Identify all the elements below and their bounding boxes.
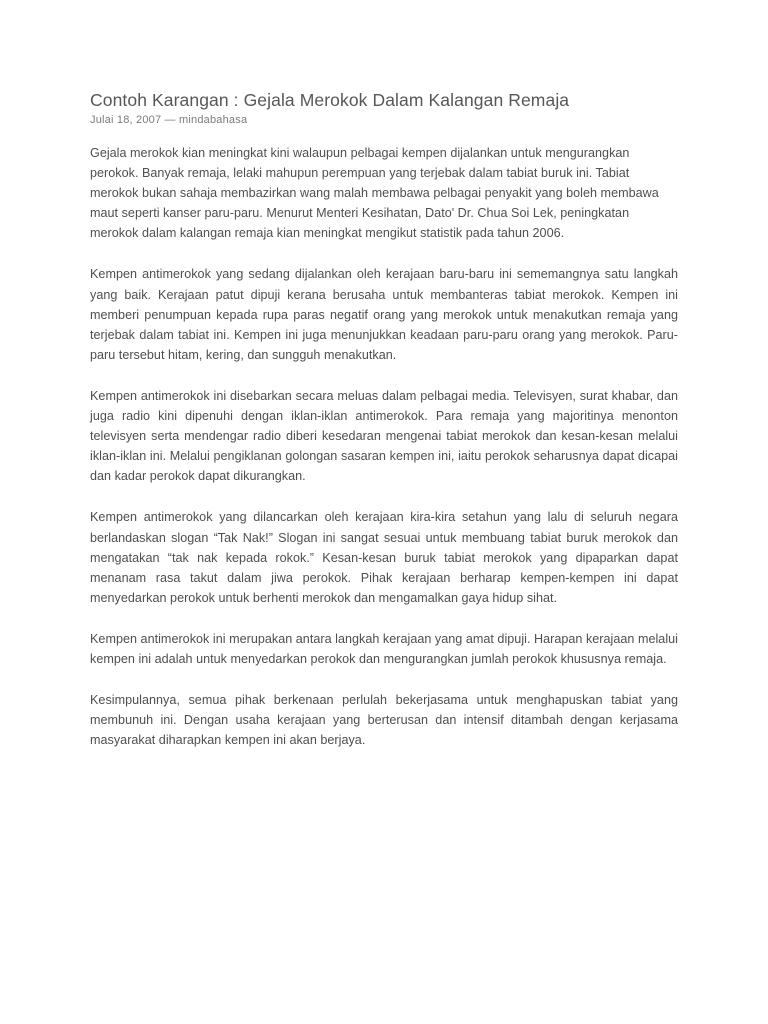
body-paragraph: Kempen antimerokok yang sedang dijalankan oleh kerajaan baru-baru ini sememangnya satu langkah yang baik. Kerajaan patut dipuji kerana berusaha untuk membanteras tabiat merokok. Kempen ini memberi penumpuan kepada rupa paras negatif orang yang merokok untuk menakutkan remaja yang terjebak dalam tabiat ini. Kempen ini juga menunjukkan keadaan paru-paru orang yang merokok. Paru-paru tersebut hitam, kering, dan sungguh menakutkan. — [90, 267, 678, 362]
body-paragraph: Kesimpulannya, semua pihak berkenaan perlulah bekerjasama untuk menghapuskan tabiat yang membunuh ini. Dengan usaha kerajaan yang berterusan dan intensif ditambah dengan kerjasama masyarakat diharapkan kempen ini akan berjaya. — [90, 693, 678, 748]
post-byline: Julai 18, 2007 — mindabahasa — [90, 114, 248, 126]
body-paragraph: Kempen antimerokok ini merupakan antara langkah kerajaan yang amat dipuji. Harapan kerajaan melalui kempen ini adalah untuk menyedarkan perokok dan mengurangkan jumlah perokok khususnya remaja. — [90, 631, 678, 666]
body-paragraph: Kempen antimerokok ini disebarkan secara meluas dalam pelbagai media. Televisyen, surat khabar, dan juga radio kini dipenuhi dengan iklan-iklan antimerokok. Para remaja yang majoritinya menonton televisyen serta mendengar radio diberi kesedaran mengenai tabiat merokok dan kesan-kesan melalui iklan-iklan ini. Melalui pengiklanan golongan sasaran kempen ini, iaitu perokok seharusnya dapat dicapai dan kadar perokok dapat dikurangkan. — [90, 388, 678, 484]
page-title: Contoh Karangan : Gejala Merokok Dalam Kalangan Remaja — [90, 90, 570, 110]
body-paragraph: Kempen antimerokok yang dilancarkan oleh kerajaan kira-kira setahun yang lalu di seluruh negara berlandaskan slogan “Tak Nak!” Slogan ini sangat sesuai untuk membuang tabiat buruk merokok dan mengatakan “tak nak kepada rokok.” Kesan-kesan buruk tabiat merokok yang dipaparkan dapat menanam rasa takut dalam jiwa perokok. Pihak kerajaan berharap kempen-kempen ini dapat menyedarkan perokok untuk berhenti merokok dan mengamalkan gaya hidup sihat. — [90, 510, 678, 605]
article-body — [90, 90, 678, 750]
body-paragraph: Gejala merokok kian meningkat kini walaupun pelbagai kempen dijalankan untuk mengurangkan perokok. Banyak remaja, lelaki mahupun perempuan yang terjebak dalam tabiat buruk ini. Tabiat merokok bukan sahaja membazirkan wang malah membawa pelbagai penyakit yang boleh membawa maut seperti kanser paru-paru. Menurut Menteri Kesihatan, Dato' Dr. Chua Soi Lek, peningkatan merokok dalam kalangan remaja kian meningkat mengikut statistik pada tahun 2006. — [90, 146, 659, 241]
